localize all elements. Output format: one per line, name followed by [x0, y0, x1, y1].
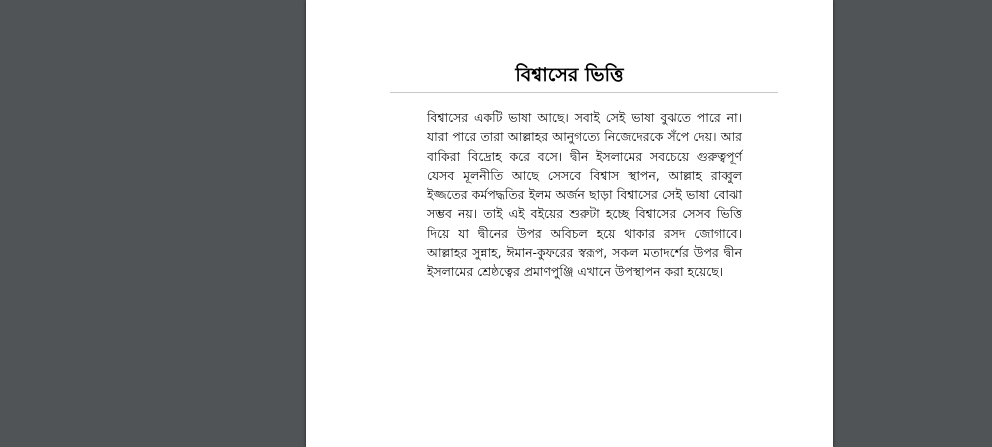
title-divider — [390, 92, 778, 93]
page-title: বিশ্বাসের ভিত্তি — [515, 64, 624, 86]
document-page — [306, 0, 833, 447]
body-paragraph: বিশ্বাসের একটি ভাষা আছে। সবাই সেই ভাষা বুঝতে পারে না। যারা পারে তারা আল্লাহর আনুগত্যে নিজেদেরকে সঁপে দেয়। আর বাকিরা বিদ্রোহ করে বসে। দ্বীন ইসলামের সবচেয়ে গুরুত্বপূর্ণ যেসব মূলনীতি আছে সেসবে বিশ্বাস স্থাপন, আল্লাহ রাব্বুল ইজ্জতের কর্মপদ্ধতির ইলম অর্জন ছাড়া বিশ্বাসের সেই ভাষা বোঝা সম্ভব নয়। তাই এই বইয়ের শুরুটা হচ্ছে বিশ্বাসের সেসব ভিত্তি দিয়ে যা দ্বীনের উপর অবিচল হয়ে থাকার রসদ জোগাবে। আল্লাহর সুন্নাহ, ঈমান-কুফরের স্বরূপ, সকল মতাদর্শের উপর দ্বীন ইসলামের শ্রেষ্ঠত্বের প্রমাণপুঞ্জি এখানে উপস্থাপন করা হয়েছে। — [427, 110, 742, 280]
